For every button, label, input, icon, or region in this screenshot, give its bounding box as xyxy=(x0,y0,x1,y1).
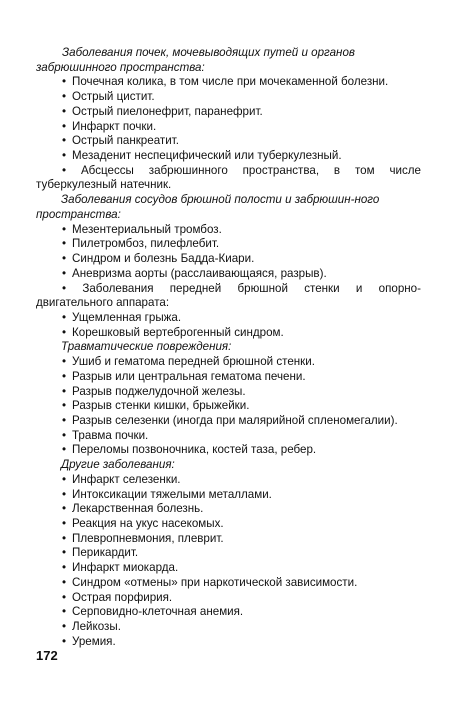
list-item: • Почечная колика, в том числе при мочекаменной болезни. xyxy=(36,75,421,90)
heading-vascular-diseases: Заболевания сосудов брюшной полости и забрюшин-ного xyxy=(61,193,380,207)
list-item: • Ушиб и гематома передней брюшной стенки. xyxy=(36,355,421,370)
list-item: • Аневризма аорты (расслаивающаяся, разрыв). xyxy=(36,267,421,282)
list-item: • Инфаркт селезенки. xyxy=(36,473,421,488)
list-item: • Разрыв поджелудочной железы. xyxy=(36,385,421,400)
list-item: • Корешковый вертеброгенный синдром. xyxy=(36,326,421,341)
heading-other-diseases: Другие заболевания: xyxy=(61,458,175,472)
list-item: • Лейкозы. xyxy=(36,620,421,635)
paragraph-line: двигательного аппарата: xyxy=(36,296,170,310)
page-text xyxy=(36,46,421,649)
list-item: • Острая порфирия. xyxy=(36,591,421,606)
list-item: • Разрыв или центральная гематома печени. xyxy=(36,370,421,385)
list-item: • Синдром и болезнь Бадда-Киари. xyxy=(36,252,421,267)
heading-trauma: Травматические повреждения: xyxy=(61,340,232,354)
list-item: • Ущемленная грыжа. xyxy=(36,311,421,326)
list-item: • Мезентериальный тромбоз. xyxy=(36,223,421,238)
list-item: • Травма почки. xyxy=(36,429,421,444)
page-number: 172 xyxy=(36,648,58,663)
list-item: • Синдром «отмены» при наркотической зависимости. xyxy=(36,576,421,591)
list-item: • Реакция на укус насекомых. xyxy=(36,517,421,532)
heading-kidney-diseases: Заболевания почек, мочевыводящих путей и органов xyxy=(62,46,355,59)
list-item: • Острый цистит. xyxy=(36,90,421,105)
list-item: • Острый панкреатит. xyxy=(36,134,421,149)
list-item: • Уремия. xyxy=(36,635,421,650)
list-item: • Переломы позвоночника, костей таза, ребер. xyxy=(36,443,421,458)
list-item: • Перикардит. xyxy=(36,546,421,561)
heading-vascular-diseases-cont: пространства: xyxy=(36,207,121,221)
list-item: • Инфаркт почки. xyxy=(36,120,421,135)
heading-kidney-diseases-cont: забрюшинного пространства: xyxy=(36,60,205,74)
list-item: • Разрыв селезенки (иногда при малярийной спленомегалии). xyxy=(36,414,421,429)
list-item: • Разрыв стенки кишки, брыжейки. xyxy=(36,399,421,414)
list-item: • Пилетромбоз, пилефлебит. xyxy=(36,237,421,252)
list-item: • Плевропневмония, плеврит. xyxy=(36,532,421,547)
list-item: • Серповидно-клеточная анемия. xyxy=(36,605,421,620)
paragraph-line: • Заболевания передней брюшной стенки и опорно- xyxy=(62,281,421,295)
list-item: • Лекарственная болезнь. xyxy=(36,502,421,517)
list-item: • Интоксикации тяжелыми металлами. xyxy=(36,488,421,503)
paragraph-line: туберкулезный натечник. xyxy=(36,178,172,192)
list-item: • Мезаденит неспецифический или туберкулезный. xyxy=(36,149,421,164)
list-item: • Острый пиелонефрит, паранефрит. xyxy=(36,105,421,120)
paragraph-line: • Абсцессы забрюшинного пространства, в том числе xyxy=(62,163,421,177)
list-item: • Инфаркт миокарда. xyxy=(36,561,421,576)
